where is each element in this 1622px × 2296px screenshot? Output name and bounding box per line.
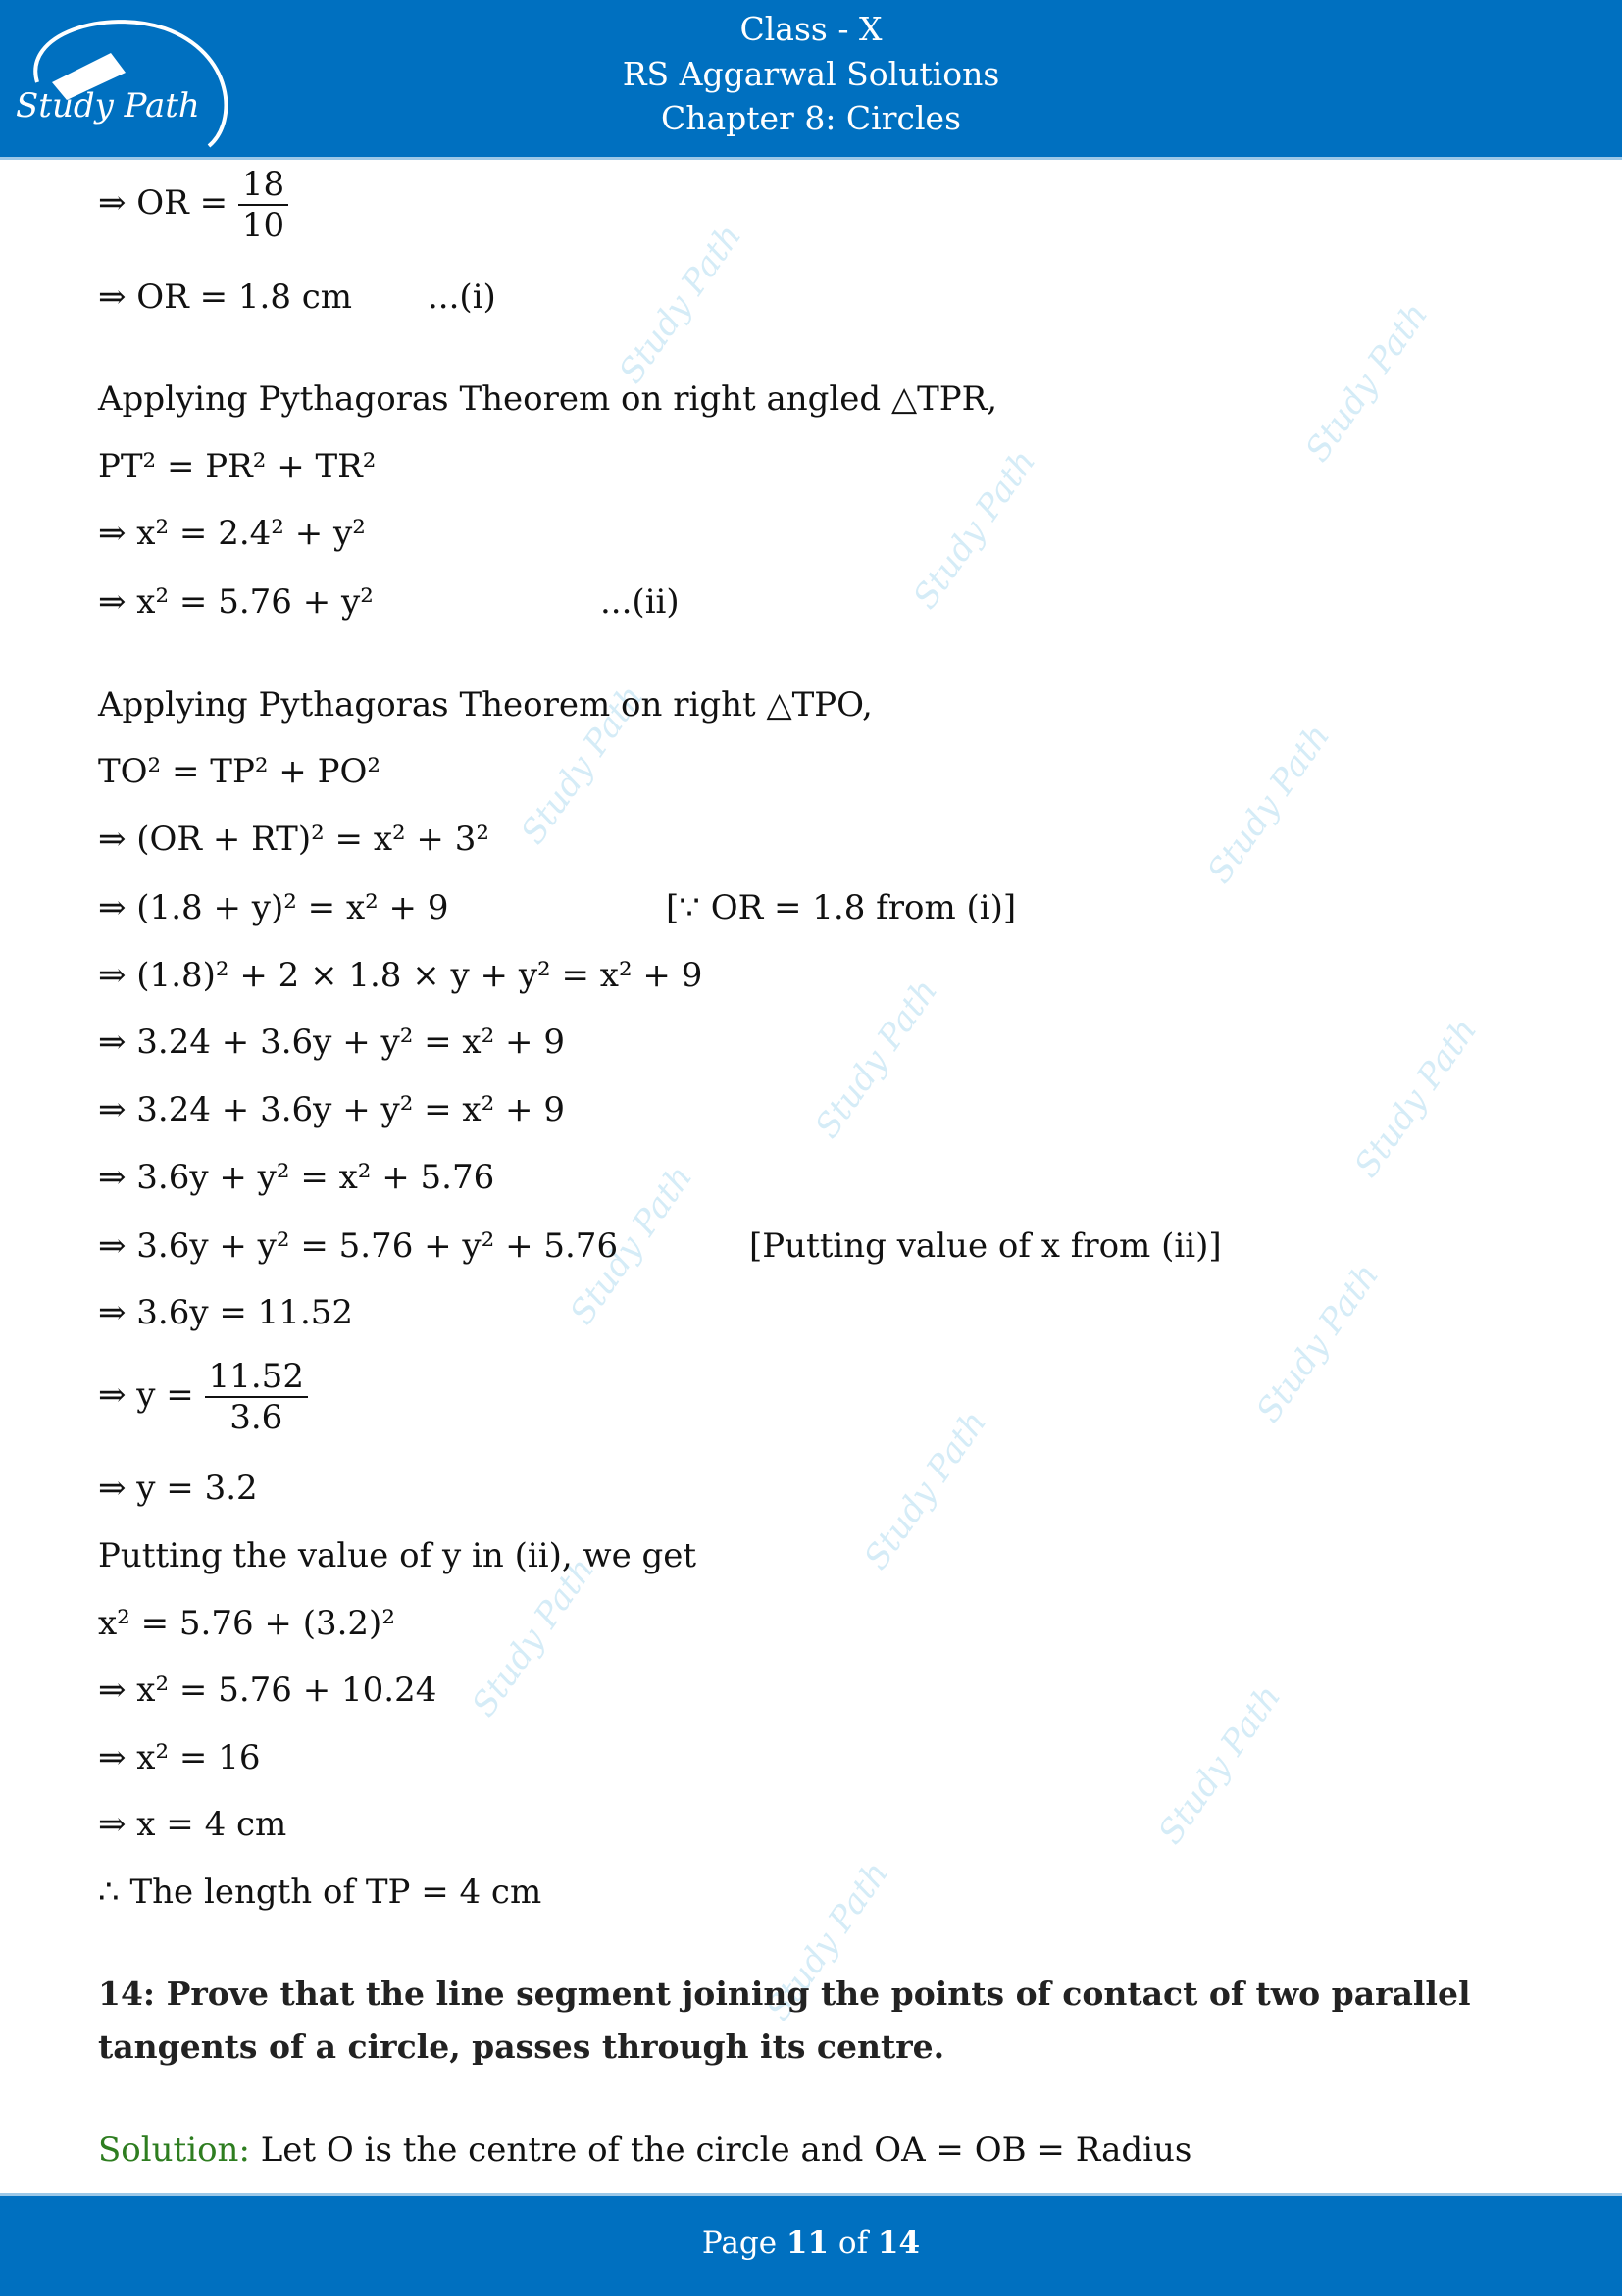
equation-reason: [∵ OR = 1.8 from (i)] xyxy=(666,888,1017,927)
numerator: 18 xyxy=(238,165,288,206)
watermark: Study Path xyxy=(1297,295,1437,470)
equation-line: ⇒ (1.8 + y)² = x² + 9 xyxy=(98,888,449,927)
equation-line: ⇒ 3.6y = 11.52 xyxy=(98,1293,354,1332)
page-word: Page xyxy=(701,2225,786,2261)
equation-prefix: ⇒ OR = xyxy=(98,183,238,223)
equation-line: ⇒ (OR + RT)² = x² + 3² xyxy=(98,820,489,859)
equation-line: ⇒ 3.24 + 3.6y + y² = x² + 9 xyxy=(98,1090,565,1129)
watermark: Study Path xyxy=(611,217,750,391)
watermark: Study Path xyxy=(905,442,1044,617)
solution-text: Let O is the centre of the circle and OA = OB = Radius xyxy=(249,2130,1192,2170)
equation-line xyxy=(98,1357,308,1437)
conclusion-line: ∴ The length of TP = 4 cm xyxy=(98,1872,542,1912)
page-number xyxy=(0,2225,1622,2261)
numerator: 11.52 xyxy=(205,1357,308,1398)
watermark: Study Path xyxy=(1199,717,1339,891)
fraction xyxy=(205,1357,308,1437)
watermark: Study Path xyxy=(513,677,652,852)
equation-line: ⇒ x² = 16 xyxy=(98,1738,261,1777)
equation-line: ⇒ x² = 5.76 + 10.24 xyxy=(98,1671,437,1710)
solution-label: Solution: xyxy=(98,2130,250,2170)
text-line: Applying Pythagoras Theorem on right △TPO, xyxy=(98,685,873,724)
watermark: Study Path xyxy=(758,1854,897,2028)
page-header xyxy=(0,0,1622,160)
watermark: Study Path xyxy=(1150,1677,1290,1852)
book-title: RS Aggarwal Solutions xyxy=(622,55,1000,93)
current-page: 11 xyxy=(786,2225,830,2261)
logo-text: Study Path xyxy=(16,86,200,125)
equation-line: ⇒ 3.24 + 3.6y + y² = x² + 9 xyxy=(98,1023,565,1062)
denominator: 10 xyxy=(241,206,285,245)
watermark: Study Path xyxy=(1346,1011,1486,1185)
watermark: Study Path xyxy=(856,1403,995,1577)
equation-line: TO² = TP² + PO² xyxy=(98,752,380,791)
equation-line: ⇒ 3.6y + y² = 5.76 + y² + 5.76 xyxy=(98,1226,619,1266)
equation-line: PT² = PR² + TR² xyxy=(98,447,377,486)
of-word: of xyxy=(829,2225,878,2261)
equation-line: x² = 5.76 + (3.2)² xyxy=(98,1604,395,1643)
equation-reason: [Putting value of x from (ii)] xyxy=(749,1226,1222,1266)
equation-prefix: ⇒ y = xyxy=(98,1375,205,1415)
equation-line: ⇒ x² = 2.4² + y² xyxy=(98,514,366,553)
equation-line: ⇒ OR = 1.8 cm xyxy=(98,277,353,317)
text-line: Putting the value of y in (ii), we get xyxy=(98,1536,697,1575)
watermark: Study Path xyxy=(562,1158,701,1332)
fraction xyxy=(238,165,288,245)
total-pages: 14 xyxy=(877,2225,921,2261)
equation-reference: ...(ii) xyxy=(600,582,680,622)
equation-line: ⇒ x² = 5.76 + y² xyxy=(98,582,374,622)
question-14: 14: Prove that the line segment joining the points of contact of two parallel tangents of a circle, passes through its centre. xyxy=(98,1974,1471,2066)
equation-line: ⇒ 3.6y + y² = x² + 5.76 xyxy=(98,1158,495,1197)
equation-line: ⇒ (1.8)² + 2 × 1.8 × y + y² = x² + 9 xyxy=(98,956,703,995)
watermark: Study Path xyxy=(1248,1256,1388,1430)
page-footer xyxy=(0,2193,1622,2296)
solution-line xyxy=(98,2130,1191,2170)
equation-line: ⇒ y = 3.2 xyxy=(98,1469,258,1508)
class-title: Class - X xyxy=(739,10,883,48)
denominator: 3.6 xyxy=(229,1398,283,1437)
text-line: Applying Pythagoras Theorem on right angled △TPR, xyxy=(98,379,998,419)
chapter-title: Chapter 8: Circles xyxy=(660,99,962,137)
watermark: Study Path xyxy=(807,972,946,1146)
watermark: Study Path xyxy=(464,1550,603,1724)
equation-reference: ...(i) xyxy=(428,277,496,317)
equation-line: ⇒ x = 4 cm xyxy=(98,1805,287,1844)
equation-line xyxy=(98,165,288,245)
